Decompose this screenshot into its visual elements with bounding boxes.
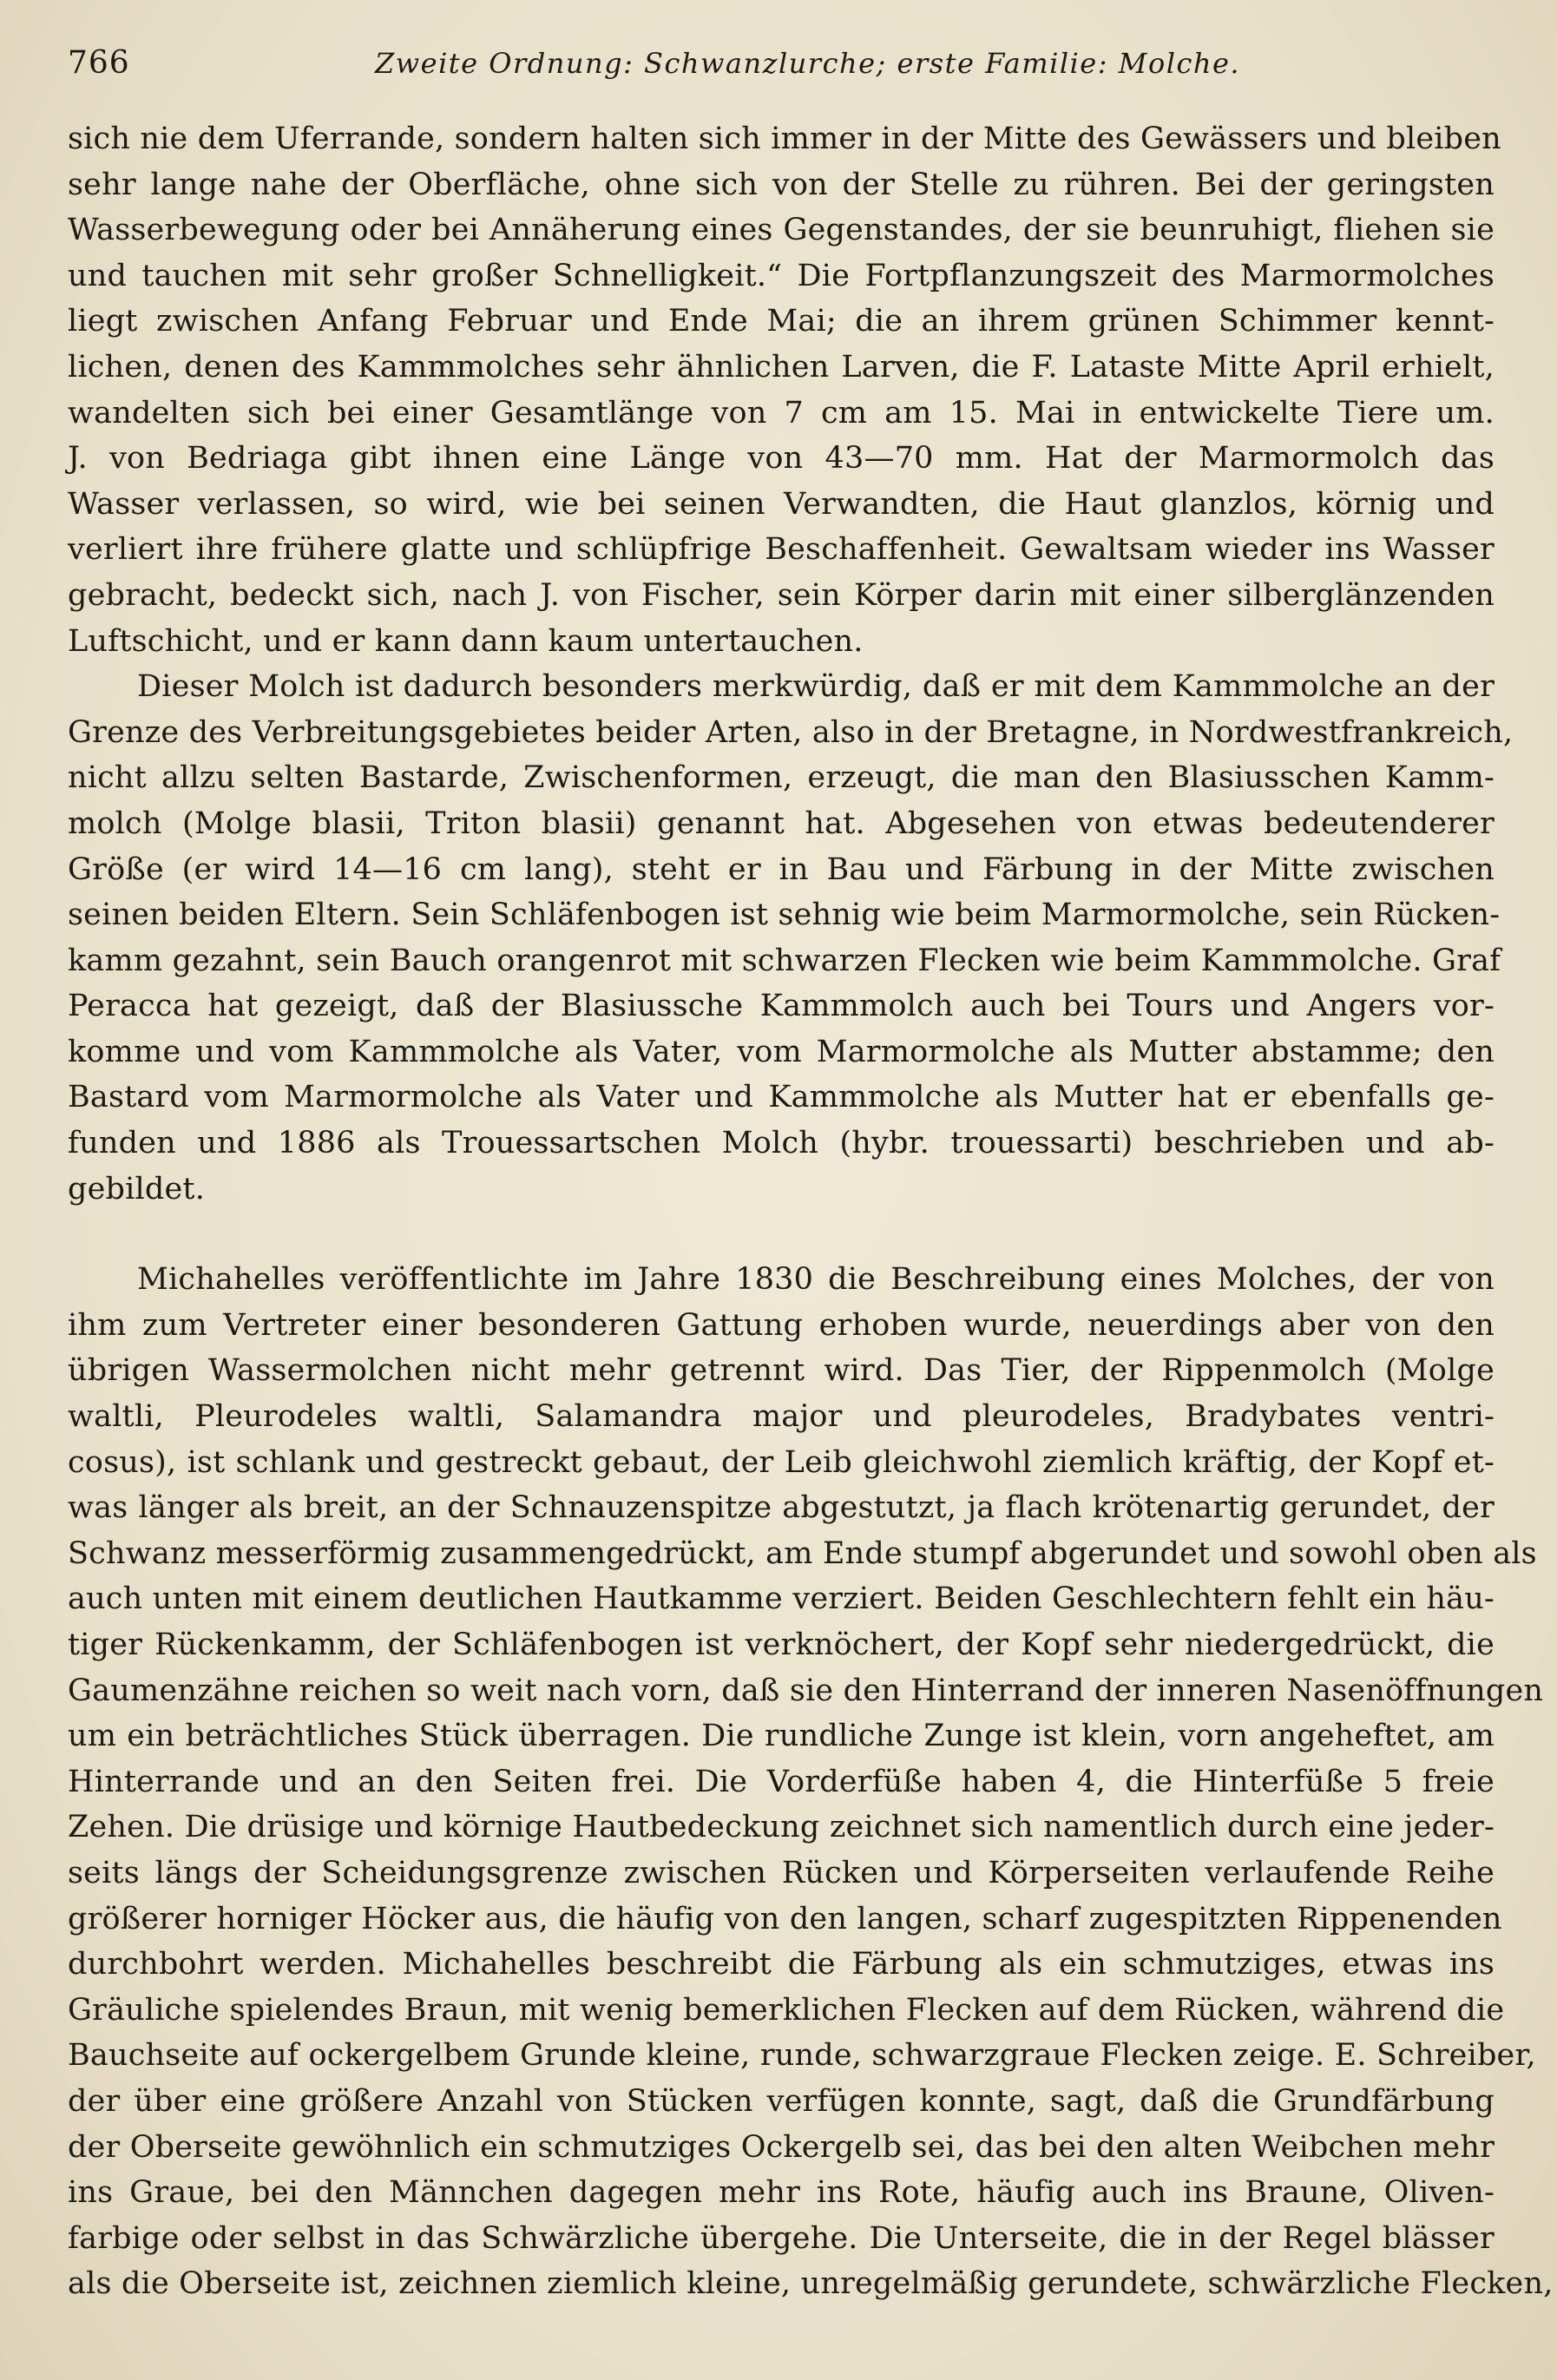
text-line: Größe (er wird 14—16 cm lang), steht er in Bau und Färbung in der Mitte zwischen — [68, 851, 1495, 887]
text-line: ihm zum Vertreter einer besonderen Gattung erhoben wurde, neuerdings aber von den — [68, 1307, 1495, 1343]
text-line: sich nie dem Uferrande, sondern halten sich immer in der Mitte des Gewässers und bleiben — [68, 122, 1501, 156]
text-line: um ein beträchtliches Stück überragen. Die rundliche Zunge ist klein, vorn angeheftet, am — [68, 1719, 1495, 1754]
running-head: Zweite Ordnung: Schwanzlurche; erste Familie: Molche. — [375, 47, 1241, 80]
text-line: farbige oder selbst in das Schwärzliche übergehe. Die Unterseite, die in der Regel blässer — [68, 2220, 1495, 2256]
text-line: komme und vom Kammmolche als Vater, vom Marmormolche als Mutter abstamme; den — [68, 1034, 1495, 1069]
text-line: Gaumenzähne reichen so weit nach vorn, daß sie den Hinterrand der inneren Nasenöffnungen — [68, 1673, 1544, 1708]
text-line: tiger Rückenkamm, der Schläfenbogen ist verknöchert, der Kopf sehr niedergedrückt, die — [68, 1627, 1495, 1662]
text-line: und tauchen mit sehr großer Schnelligkeit.“ Die Fortpflanzungszeit des Marmormolches — [68, 258, 1495, 293]
paragraph — [68, 1257, 1554, 2307]
body-text — [68, 116, 1554, 2307]
paragraph — [68, 116, 1501, 664]
paragraph — [68, 664, 1514, 1212]
page-header — [68, 42, 1491, 90]
text-line: Gräuliche spielendes Braun, mit wenig bemerklichen Flecken auf dem Rücken, während die — [68, 1992, 1505, 2028]
text-line: größerer horniger Höcker aus, die häufig von den langen, scharf zugespitzten Rippenenden — [68, 1901, 1502, 1936]
text-line: Hinterrande und an den Seiten frei. Die Vorderfüße haben 4, die Hinterfüße 5 freie — [68, 1764, 1495, 1799]
text-line: nicht allzu selten Bastarde, Zwischenformen, erzeugt, die man den Blasiusschen Kamm- — [68, 760, 1495, 796]
text-line: liegt zwischen Anfang Februar und Ende Mai; die an ihrem grünen Schimmer kennt- — [68, 304, 1495, 339]
text-line: lichen, denen des Kammmolches sehr ähnlichen Larven, die F. Lataste Mitte April erhielt, — [68, 349, 1495, 385]
text-line: Zehen. Die drüsige und körnige Hautbedeckung zeichnet sich namentlich durch eine jeder- — [68, 1810, 1495, 1845]
text-line: der Oberseite gewöhnlich ein schmutziges Ockergelb sei, das bei den alten Weibchen mehr — [68, 2129, 1495, 2165]
text-line: Peracca hat gezeigt, daß der Blasiussche Kammmolch auch bei Tours und Angers vor- — [68, 989, 1495, 1024]
text-line: kamm gezahnt, sein Bauch orangenrot mit schwarzen Flecken wie beim Kammmolche. Graf — [68, 943, 1501, 978]
text-line: Luftschicht, und er kann dann kaum untertauchen. — [68, 623, 864, 659]
text-line: Wasser verlassen, so wird, wie bei seinen Verwandten, die Haut glanzlos, körnig und — [68, 486, 1495, 522]
text-line: seinen beiden Eltern. Sein Schläfenbogen ist sehnig wie beim Marmormolche, sein Rücken- — [68, 897, 1501, 933]
text-line: wandelten sich bei einer Gesamtlänge von 7 cm am 15. Mai in entwickelte Tiere um. — [68, 395, 1495, 431]
text-line: gebildet. — [68, 1171, 206, 1206]
text-line: durchbohrt werden. Michahelles beschreibt die Färbung als ein schmutziges, etwas ins — [68, 1947, 1495, 1982]
text-line: Grenze des Verbreitungsgebietes beider Arten, also in der Bretagne, in Nordwestfrankreich, — [68, 714, 1514, 750]
text-line: Bastard vom Marmormolche als Vater und Kammmolche als Mutter hat er ebenfalls ge- — [68, 1080, 1495, 1115]
text-line: gebracht, bedeckt sich, nach J. von Fischer, sein Körper darin mit einer silberglänzenden — [68, 577, 1495, 613]
text-line: als die Oberseite ist, zeichnen ziemlich kleine, unregelmäßig gerundete, schwärzliche Flecken, — [68, 2266, 1554, 2302]
text-line: auch unten mit einem deutlichen Hautkamme verziert. Beiden Geschlechtern fehlt ein häu- — [68, 1581, 1495, 1617]
text-line: funden und 1886 als Trouessartschen Molch (hybr. trouessarti) beschrieben und ab- — [68, 1126, 1495, 1161]
text-line: sehr lange nahe der Oberfläche, ohne sich von der Stelle zu rühren. Bei der geringsten — [68, 167, 1495, 202]
text-line: molch (Molge blasii, Triton blasii) genannt hat. Abgesehen von etwas bedeutenderer — [68, 805, 1495, 841]
text-line: der über eine größere Anzahl von Stücken verfügen konnte, sagt, daß die Grundfärbung — [68, 2083, 1495, 2119]
text-line: was länger als breit, an der Schnauzenspitze abgestutzt, ja flach krötenartig gerundet, der — [68, 1490, 1495, 1526]
text-line: seits längs der Scheidungsgrenze zwischen Rücken und Körperseiten verlaufende Reihe — [68, 1855, 1495, 1890]
text-line: Michahelles veröffentlichte im Jahre 1830 die Beschreibung eines Molches, der von — [137, 1262, 1495, 1298]
text-line: verliert ihre frühere glatte und schlüpfrige Beschaffenheit. Gewaltsam wieder ins Wasser — [68, 532, 1495, 568]
text-line: Bauchseite auf ockergelbem Grunde kleine, runde, schwarzgraue Flecken zeige. E. Schreiber, — [68, 2038, 1536, 2074]
page-number: 766 — [68, 45, 130, 81]
text-line: ins Graue, bei den Männchen dagegen mehr ins Rote, häufig auch ins Braune, Oliven- — [68, 2175, 1495, 2211]
text-line: cosus), ist schlank und gestreckt gebaut, der Leib gleichwohl ziemlich kräftig, der Kopf et- — [68, 1444, 1495, 1480]
paragraph-gap — [68, 1212, 1495, 1257]
text-line: Schwanz messerförmig zusammengedrückt, am Ende stumpf abgerundet und sowohl oben als — [68, 1535, 1537, 1571]
text-line: Wasserbewegung oder bei Annäherung eines Gegenstandes, der sie beunruhigt, fliehen sie — [68, 213, 1495, 248]
text-line: waltli, Pleurodeles waltli, Salamandra major und pleurodeles, Bradybates ventri- — [68, 1399, 1495, 1435]
text-line: Dieser Molch ist dadurch besonders merkwürdig, daß er mit dem Kammmolche an der — [137, 669, 1495, 705]
text-line: J. von Bedriaga gibt ihnen eine Länge von 43—70 mm. Hat der Marmormolch das — [68, 441, 1495, 477]
text-line: übrigen Wassermolchen nicht mehr getrennt wird. Das Tier, der Rippenmolch (Molge — [68, 1353, 1495, 1389]
